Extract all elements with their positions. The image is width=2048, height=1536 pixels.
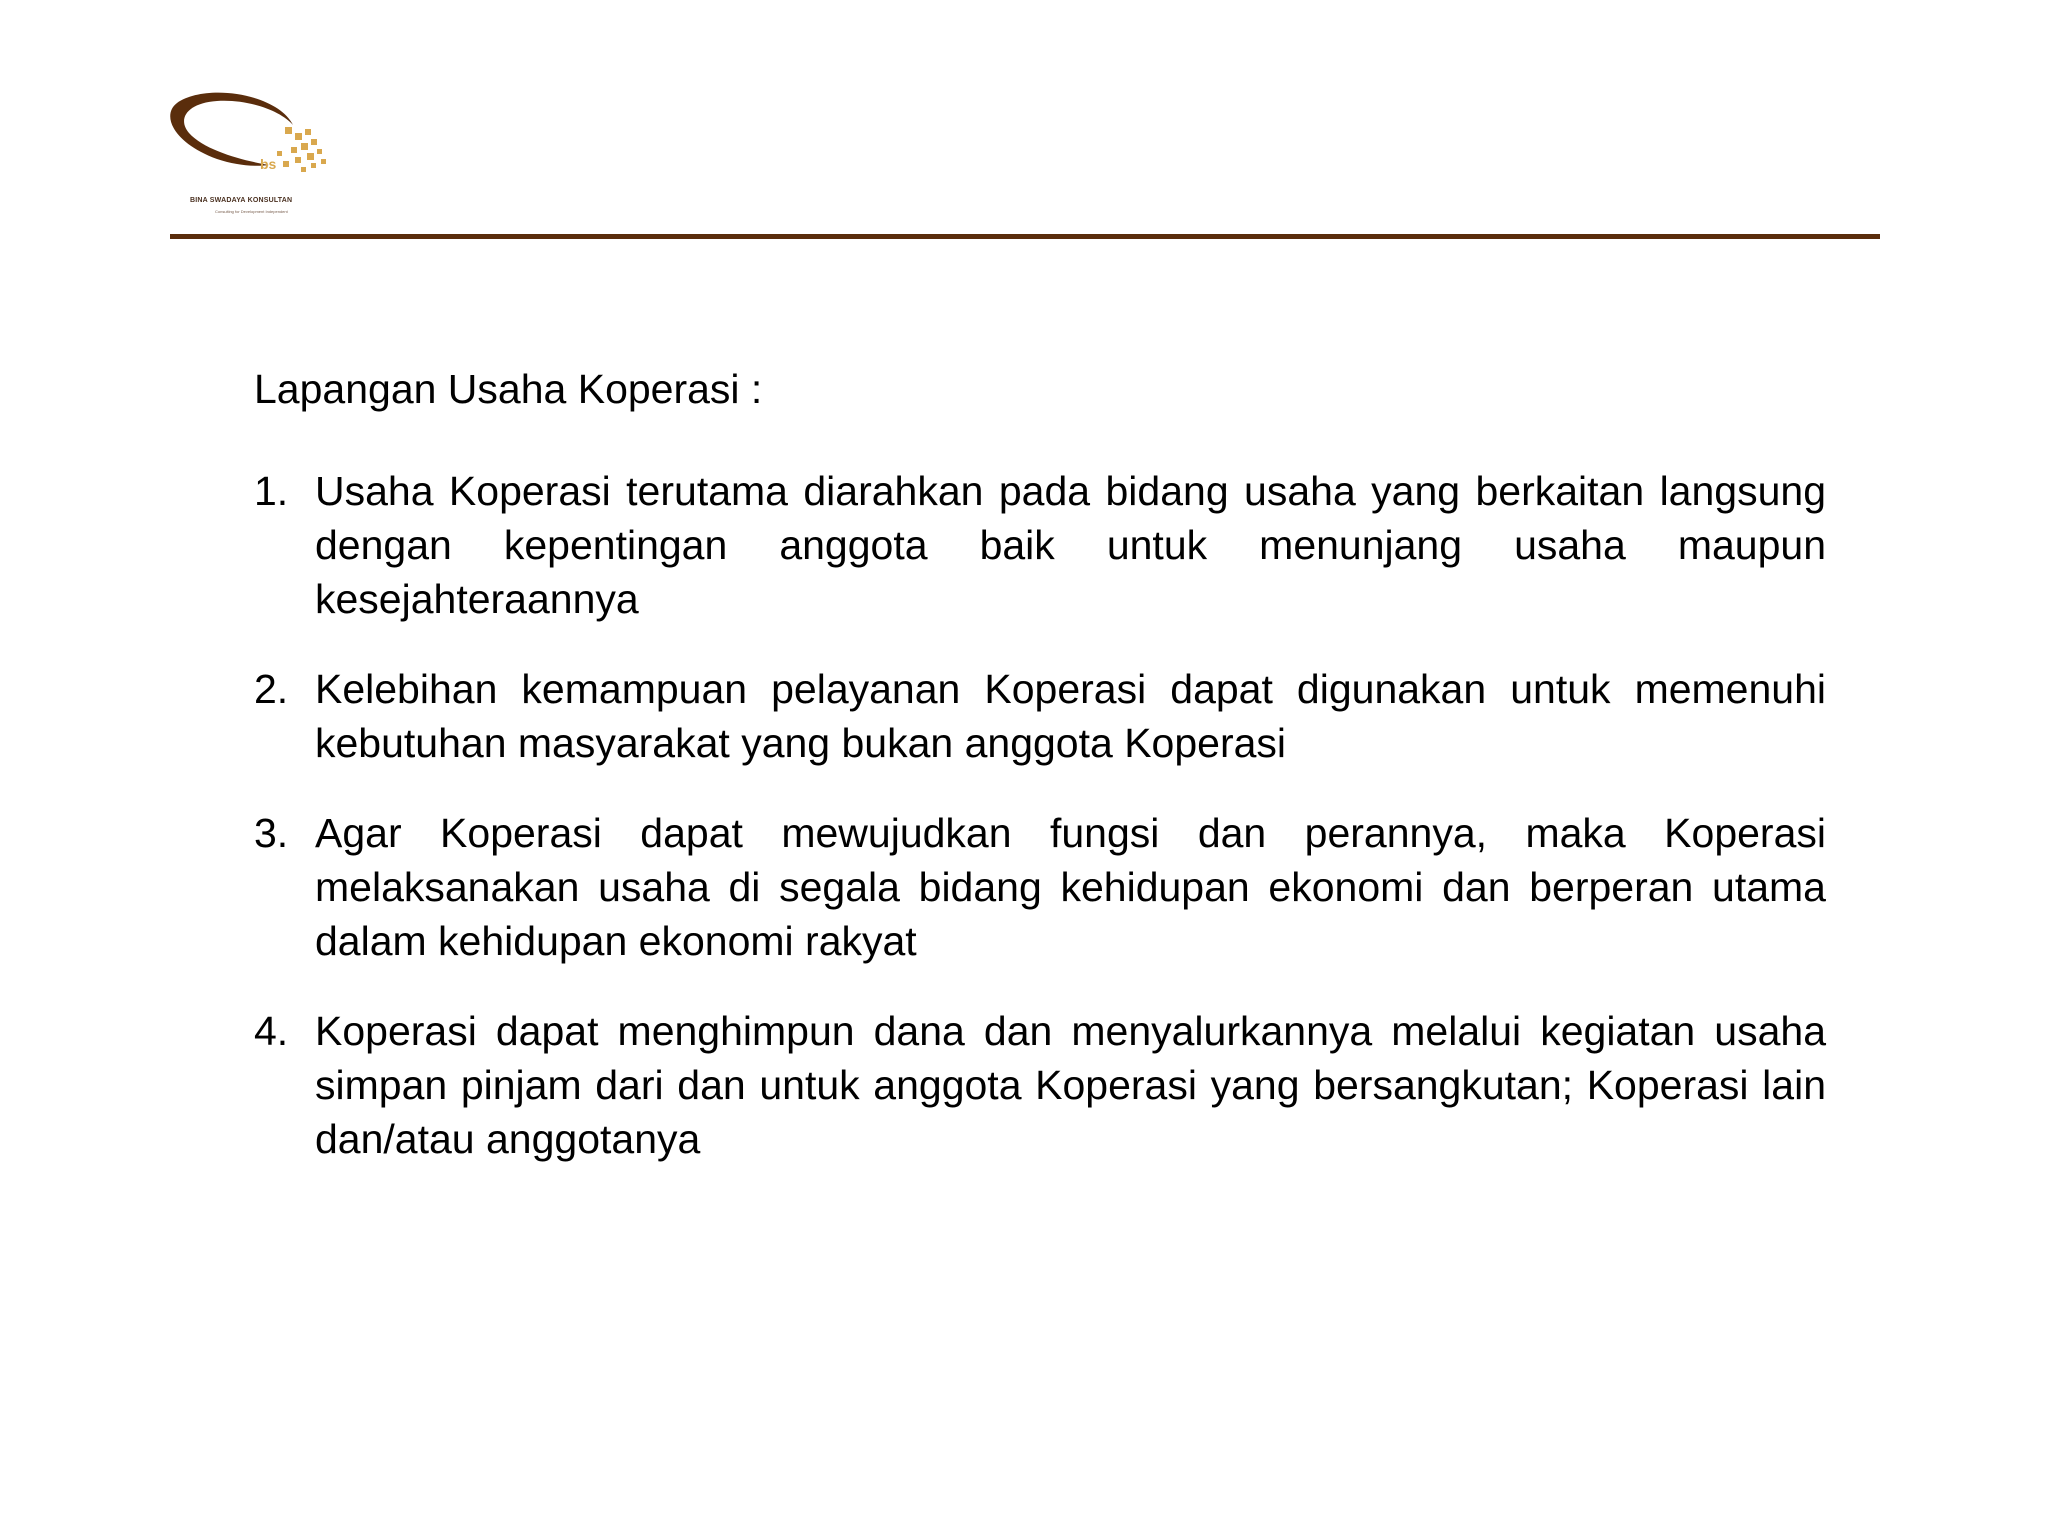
item-text: Kelebihan kemampuan pelayanan Koperasi dapat digunakan untuk memenuhi kebutuhan masyarakat yang bukan anggota Koperasi: [315, 666, 1826, 766]
list-item: [254, 806, 1826, 968]
item-text: Usaha Koperasi terutama diarahkan pada bidang usaha yang berkaitan langsung dengan kepentingan anggota baik untuk menunjang usaha maupun kesejahteraannya: [315, 468, 1826, 622]
logo-name: BINA SWADAYA KONSULTAN: [190, 197, 293, 204]
item-text: Agar Koperasi dapat mewujudkan fungsi dan perannya, maka Koperasi melaksanakan usaha di segala bidang kehidupan ekonomi dan berperan utama dalam kehidupan ekonomi rakyat: [315, 810, 1826, 964]
point-list: [254, 464, 1826, 1166]
item-number: 3.: [254, 810, 289, 856]
logo-squares: [277, 127, 326, 172]
item-number: 4.: [254, 1008, 289, 1054]
logo-ring: [170, 93, 293, 166]
svg-text:bs: bs: [260, 156, 277, 172]
logo-emblem-icon: [165, 85, 340, 195]
logo-tagline: Consulting for Development Independent: [215, 209, 288, 214]
company-logo: [165, 85, 340, 225]
slide-heading: Lapangan Usaha Koperasi :: [254, 366, 763, 412]
item-number: 2.: [254, 666, 289, 712]
list-item: [254, 464, 1826, 626]
item-text: Koperasi dapat menghimpun dana dan menyalurkannya melalui kegiatan usaha simpan pinjam dari dan untuk anggota Koperasi yang bersangkutan; Koperasi lain dan/atau anggotanya: [315, 1008, 1826, 1162]
list-item: [254, 1004, 1826, 1166]
header-rule: [170, 234, 1880, 239]
slide-content: [254, 362, 1826, 1202]
list-item: [254, 662, 1826, 770]
item-number: 1.: [254, 468, 289, 514]
